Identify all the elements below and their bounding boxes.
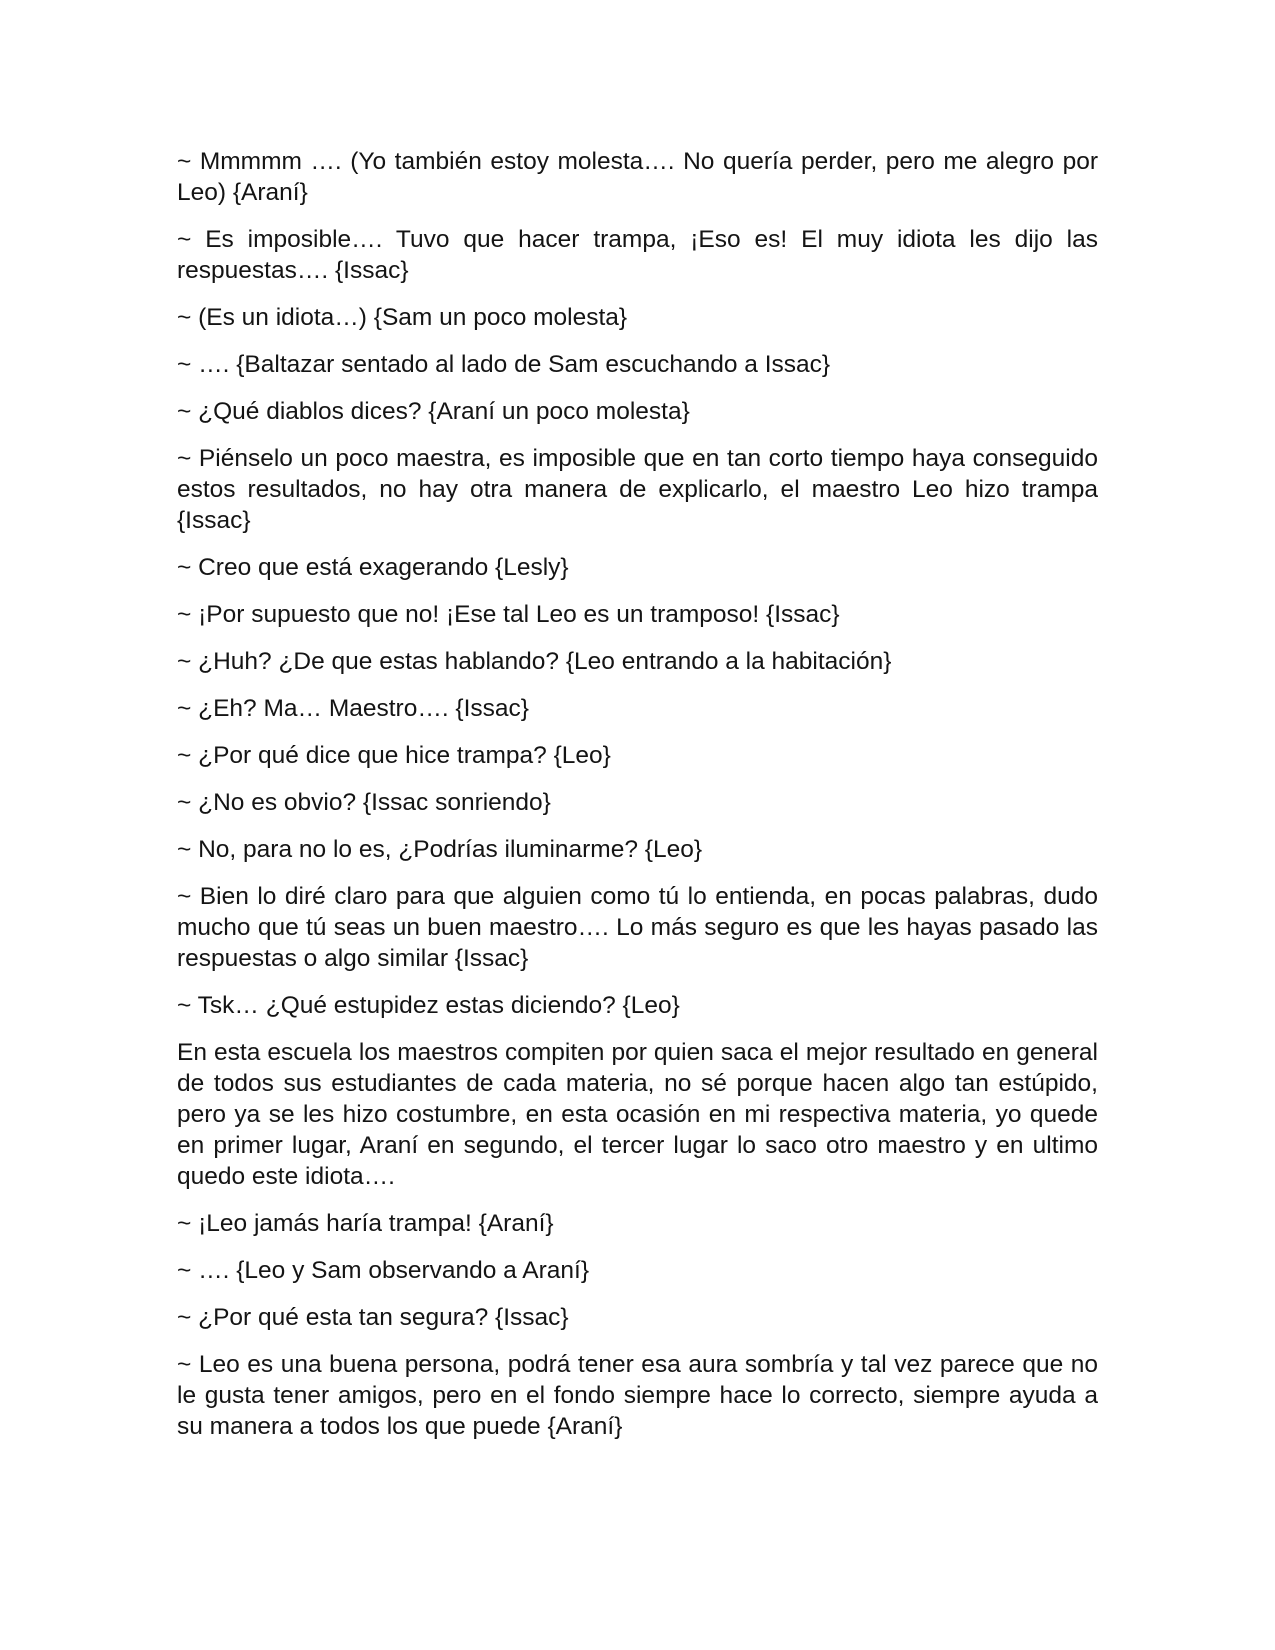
dialogue-line-leo-2: ~ ¿Por qué dice que hice trampa? {Leo} xyxy=(177,742,611,769)
dialogue-line-issac-6: ~ Bien lo diré claro para que alguien como tú lo entienda, en pocas palabras, dudo mucho que tú seas un buen maestro…. Lo más seguro es que les hayas pasado las respuestas o algo similar {Issac} xyxy=(177,883,1098,972)
dialogue-line-issac-2: ~ Piénselo un poco maestra, es imposible que en tan corto tiempo haya conseguido estos resultados, no hay otra manera de explicarlo, el maestro Leo hizo trampa {Issac} xyxy=(177,445,1098,534)
narration-paragraph: En esta escuela los maestros compiten por quien saca el mejor resultado en general de todos sus estudiantes de cada materia, no sé porque hacen algo tan estúpido, pero ya se les hizo costumbre, en esta ocasión en mi respectiva materia, yo quede en primer lugar, Araní en segundo, el tercer lugar lo saco otro maestro y en ultimo quedo este idiota…. xyxy=(177,1039,1098,1190)
dialogue-line-leo-4: ~ Tsk… ¿Qué estupidez estas diciendo? {Leo} xyxy=(177,992,680,1019)
dialogue-line-arani-2: ~ ¿Qué diablos dices? {Araní un poco molesta} xyxy=(177,398,690,425)
dialogue-line-sam: ~ (Es un idiota…) {Sam un poco molesta} xyxy=(177,304,628,331)
dialogue-line-issac-7: ~ ¿Por qué esta tan segura? {Issac} xyxy=(177,1304,569,1331)
dialogue-line-issac-5: ~ ¿No es obvio? {Issac sonriendo} xyxy=(177,789,551,816)
dialogue-line-leo-1: ~ ¿Huh? ¿De que estas hablando? {Leo entrando a la habitación} xyxy=(177,648,892,675)
dialogue-line-baltazar: ~ …. {Baltazar sentado al lado de Sam escuchando a Issac} xyxy=(177,351,831,378)
dialogue-line-arani-3: ~ ¡Leo jamás haría trampa! {Araní} xyxy=(177,1210,554,1237)
dialogue-line-issac-4: ~ ¿Eh? Ma… Maestro…. {Issac} xyxy=(177,695,529,722)
dialogue-line-leo-sam: ~ …. {Leo y Sam observando a Araní} xyxy=(177,1257,590,1284)
dialogue-line-issac-1: ~ Es imposible…. Tuvo que hacer trampa, ¡Eso es! El muy idiota les dijo las respuestas…. {Issac} xyxy=(177,226,1098,284)
dialogue-line-arani-1: ~ Mmmmm …. (Yo también estoy molesta…. No quería perder, pero me alegro por Leo) {Araní} xyxy=(177,148,1098,206)
dialogue-line-issac-3: ~ ¡Por supuesto que no! ¡Ese tal Leo es un tramposo! {Issac} xyxy=(177,601,840,628)
dialogue-line-lesly: ~ Creo que está exagerando {Lesly} xyxy=(177,554,569,581)
document-page xyxy=(177,146,1098,1458)
dialogue-line-leo-3: ~ No, para no lo es, ¿Podrías iluminarme? {Leo} xyxy=(177,836,703,863)
dialogue-line-arani-4: ~ Leo es una buena persona, podrá tener esa aura sombría y tal vez parece que no le gusta tener amigos, pero en el fondo siempre hace lo correcto, siempre ayuda a su manera a todos los que puede {Araní} xyxy=(177,1351,1098,1440)
